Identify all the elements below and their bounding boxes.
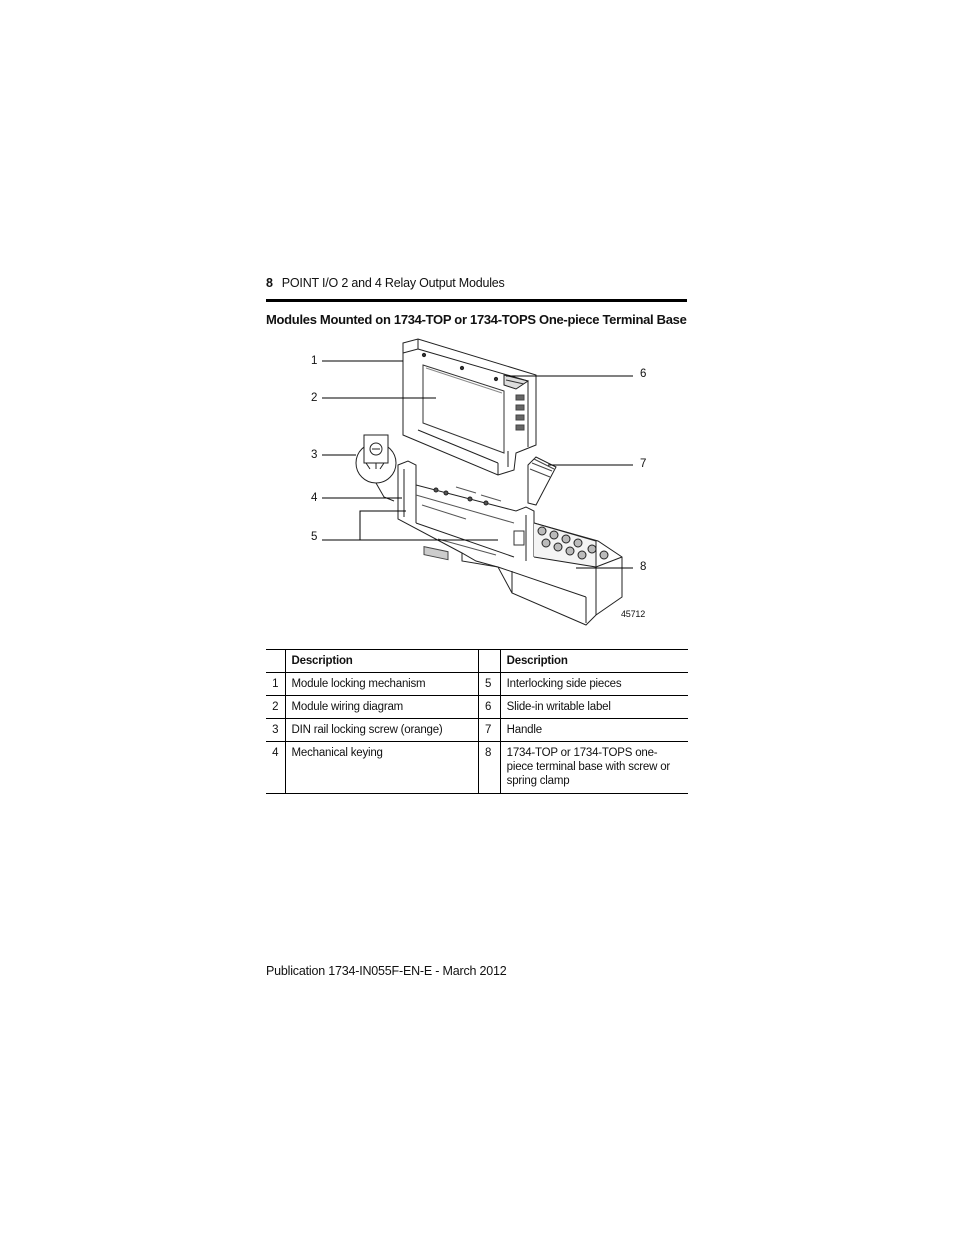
publication-footer: Publication 1734-IN055F-EN-E - March 2012 xyxy=(266,964,507,978)
running-title: POINT I/O 2 and 4 Relay Output Modules xyxy=(281,276,505,290)
io-module-drawing xyxy=(403,339,536,475)
callout-3-label: 3 xyxy=(311,449,318,461)
item-description: DIN rail locking screw (orange) xyxy=(285,719,479,742)
page-header xyxy=(266,275,687,302)
module-drawing xyxy=(266,335,687,630)
callout-6-label: 6 xyxy=(640,368,647,380)
item-description: Mechanical keying xyxy=(285,742,479,794)
item-description: 1734-TOP or 1734-TOPS one-piece terminal base with screw or spring clamp xyxy=(500,742,688,794)
item-number: 5 xyxy=(479,673,501,696)
callout-8-label: 8 xyxy=(640,561,647,573)
header-number-right xyxy=(479,650,501,673)
header-description-right: Description xyxy=(500,650,688,673)
locking-screw-inset-drawing xyxy=(356,435,396,501)
item-description: Module locking mechanism xyxy=(285,673,479,696)
item-number: 3 xyxy=(266,719,285,742)
callout-1-label: 1 xyxy=(311,355,318,367)
table-row xyxy=(266,673,688,696)
item-number: 6 xyxy=(479,696,501,719)
section-heading: Modules Mounted on 1734-TOP or 1734-TOPS One-piece Terminal Base xyxy=(266,312,687,327)
figure-id: 45712 xyxy=(621,609,646,619)
item-number: 2 xyxy=(266,696,285,719)
callout-2-label: 2 xyxy=(311,392,318,404)
table-row xyxy=(266,719,688,742)
header-description-left: Description xyxy=(285,650,479,673)
table-row xyxy=(266,696,688,719)
item-number: 1 xyxy=(266,673,285,696)
item-number: 4 xyxy=(266,742,285,794)
legend-table xyxy=(266,649,688,794)
terminal-base-drawing xyxy=(398,461,622,625)
item-description: Slide-in writable label xyxy=(500,696,688,719)
item-description: Interlocking side pieces xyxy=(500,673,688,696)
callout-4-label: 4 xyxy=(311,492,318,504)
callout-7-label: 7 xyxy=(640,458,647,470)
item-description: Module wiring diagram xyxy=(285,696,479,719)
callout-5-label: 5 xyxy=(311,531,318,543)
table-header-row xyxy=(266,650,688,673)
module-figure xyxy=(266,335,687,630)
handle-drawing xyxy=(528,457,556,505)
item-number: 8 xyxy=(479,742,501,794)
item-description: Handle xyxy=(500,719,688,742)
item-number: 7 xyxy=(479,719,501,742)
table-row xyxy=(266,742,688,794)
header-number-left xyxy=(266,650,285,673)
page-number: 8 xyxy=(266,276,273,290)
